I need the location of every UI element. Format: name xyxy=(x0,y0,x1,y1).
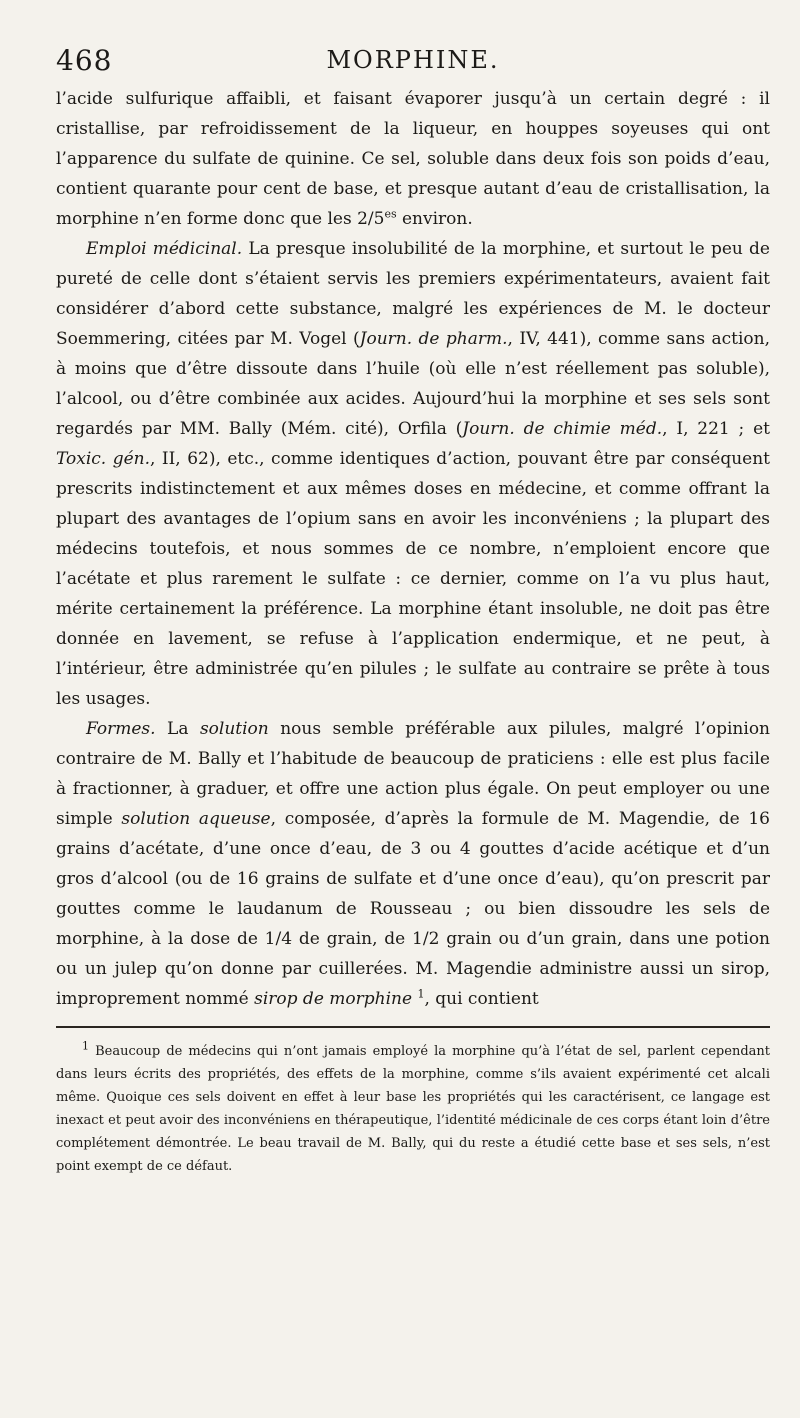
footnote-reference: 1 xyxy=(417,987,425,1001)
text-segment: , II, 62), etc., comme identiques d’action, pouvant être par conséquent prescrits indistinctement et aux mêmes doses en médecine, et comme offrant la plupart des avantages de l’opium sans en avoir les inconvéniens ; la plupart des médecins toutefois, et nous sommes de ce nombre, n’emploient encore que l’acétate et plus rarement le sulfate : ce dernier, comme on l’a vu plus haut, mérite certainement la préférence. La morphine étant insoluble, ne doit pas être donnée en lavement, se refuse à l’application endermique, et ne peut, à l’intérieur, être administrée qu’en pilules ; le sulfate au contraire se prête à tous les usages. xyxy=(56,449,770,709)
footnote-marker: 1 xyxy=(82,1039,89,1053)
text-segment: , I, 221 ; et xyxy=(662,419,770,439)
text-segment: La xyxy=(155,719,200,739)
text-segment: nous semble préférable aux pilules, malgré l’opinion contraire de M. Bally et l’habitude de beaucoup de praticiens : elle est plus facile à fractionner, à graduer, et offre une action plus égale. On peut employer ou une simple xyxy=(56,719,771,829)
paragraph-emploi-medicinal xyxy=(56,234,770,714)
text-segment: , qui contient xyxy=(424,989,539,1009)
paragraph xyxy=(56,84,770,234)
page-number: 468 xyxy=(56,44,113,77)
paragraph-formes xyxy=(56,714,770,1014)
footnote xyxy=(56,1040,770,1178)
running-title: MORPHINE. xyxy=(326,46,500,74)
footnote-divider xyxy=(56,1026,770,1028)
italic-text: solution aqueuse xyxy=(121,809,271,829)
text-segment: es xyxy=(384,207,397,221)
italic-text: Journ. de pharm. xyxy=(359,329,508,349)
page-header xyxy=(56,36,770,84)
text-segment: , composée, d’après la formule de M. Magendie, de 16 grains d’acétate, d’une once d’eau, de 3 ou 4 gouttes d’acide acétique et d’un gros d’alcool (ou de 16 grains de sulfate et d’une once d’eau), qu’on prescrit par gouttes comme le laudanum de Rousseau ; ou bien dissoudre les sels de morphine, à la dose de 1/4 de grain, de 1/2 grain ou d’un grain, dans une potion ou un julep qu’on donne par cuillerées. M. Magendie administre aussi un sirop, improprement nommé xyxy=(56,809,770,1009)
text-segment: environ. xyxy=(396,209,473,229)
footnote-text: Beaucoup de médecins qui n’ont jamais employé la morphine qu’à l’état de sel, parlent cependant dans leurs écrits des propriétés, des effets de la morphine, comme s’ils avaient expérimenté cet alcali même. Quoique ces sels doivent en effet à leur base les propriétés qui les caractérisent, ce langage est inexact et peut avoir des inconvéniens en thérapeutique, l’identité médicinale de ces corps étant loin d’être complétement démontrée. Le beau travail de M. Bally, qui du reste a étudié cette base et ses sels, n’est point exempt de ce défaut. xyxy=(56,1044,770,1174)
main-text xyxy=(56,84,770,1014)
italic-text: solution xyxy=(199,719,269,739)
italic-text: Formes. xyxy=(86,719,156,739)
italic-text: sirop de morphine xyxy=(254,989,413,1009)
text-segment: l’acide sulfurique affaibli, et faisant évaporer jusqu’à un certain degré : il cristallise, par refroidissement de la liqueur, en houppes soyeuses qui ont l’apparence du sulfate de quinine. Ce sel, soluble dans deux fois son poids d’eau, contient quarante pour cent de base, et presque autant d’eau de cristallisation, la morphine n’en forme donc que les 2/5 xyxy=(56,89,770,229)
italic-text: Emploi médicinal. xyxy=(86,239,243,259)
italic-text: Journ. de chimie méd. xyxy=(462,419,663,439)
text-segment: La presque insolubilité de la morphine, et surtout le peu de pureté de celle dont s’étaient servis les premiers expérimentateurs, avaient fait considérer d’abord cette substance, malgré les expériences de M. le docteur Soemmering, citées par M. Vogel ( xyxy=(56,239,770,349)
text-segment: , IV, 441), comme sans action, à moins que d’être dissoute dans l’huile (où elle n’est réellement pas soluble), l’alcool, ou d’être combinée aux acides. Aujourd’hui la morphine et ses sels sont regardés par MM. Bally (Mém. cité), Orfila ( xyxy=(56,329,770,439)
italic-text: Toxic. gén. xyxy=(56,449,150,469)
